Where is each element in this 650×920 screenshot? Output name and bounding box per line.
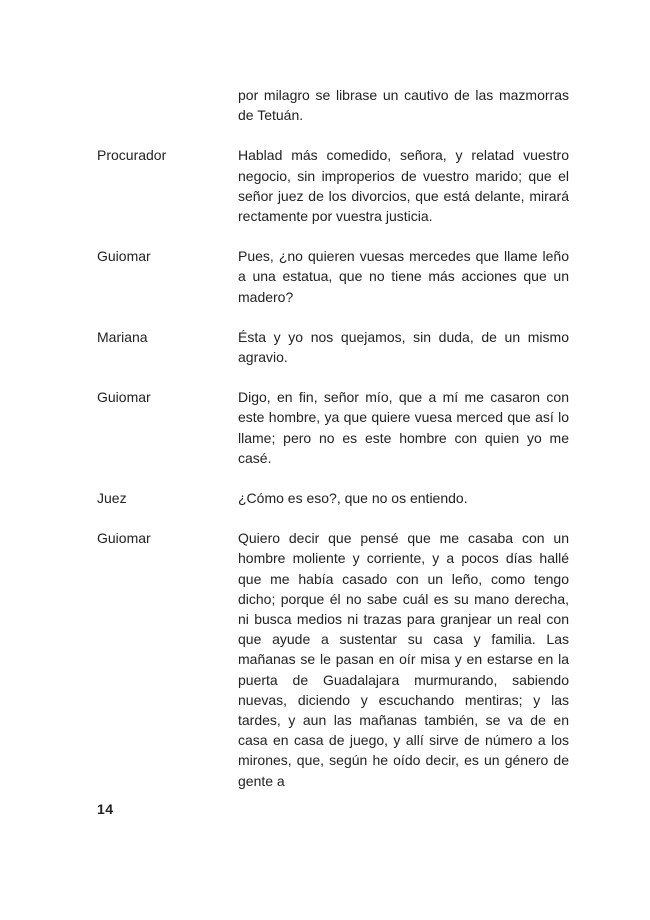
dialogue-entry: [97, 145, 569, 226]
speaker-name: Guiomar: [97, 248, 151, 265]
dialogue-entry: [97, 246, 569, 307]
page-number: 14: [97, 801, 114, 817]
speech-text: Pues, ¿no quieren vuesas mercedes que llame leño a una estatua, que no tiene más acciones que un madero?: [238, 248, 569, 305]
speaker-name: Guiomar: [97, 389, 151, 406]
speech-text: Digo, en fin, señor mío, que a mí me casaron con este hombre, ya que quiere vuesa merced que así lo llame; pero no es este hombre con quien yo me casé.: [238, 389, 569, 466]
speaker-name: Procurador: [97, 147, 167, 164]
speaker-name: Guiomar: [97, 530, 151, 547]
speaker-name: Juez: [97, 490, 127, 507]
dialogue-entry: [97, 85, 569, 125]
speech-text: ¿Cómo es eso?, que no os entiendo.: [238, 490, 468, 507]
speaker-name: [97, 85, 238, 125]
speech-text: por milagro se librase un cautivo de las mazmorras de Tetuán.: [238, 87, 569, 124]
dialogue-entry: [97, 488, 569, 508]
speech-text: Hablad más comedido, señora, y relatad vuestro negocio, sin improperios de vuestro marido; que el señor juez de los divorcios, que está delante, mirará rectamente por vuestra justicia.: [238, 147, 569, 225]
speech-text: Quiero decir que pensé que me casaba con un hombre moliente y corriente, y a pocos días hallé que me había casado con un leño, como tengo dicho; porque él no sabe cuál es su mano derecha, ni busca medios ni trazas para granjear un real con que ayude a sustentar su casa y familia. Las mañanas se le pasan en oír misa y en estarse en la puerta de Guadalajara murmurando, sabiendo nuevas, diciendo y escuchando mentiras; y las tardes, y aun las mañanas también, se va de en casa en casa de juego, y allí sirve de número a los mirones, que, según he oído decir, es un género de gente a: [238, 530, 569, 789]
speaker-name: Mariana: [97, 328, 148, 345]
dialogue-entry: [97, 327, 569, 367]
dialogue-entry: [97, 387, 569, 468]
dialogue-entry: [97, 528, 569, 791]
dialogue-block: [97, 85, 569, 811]
speech-text: Ésta y yo nos quejamos, sin duda, de un mismo agravio.: [238, 328, 569, 366]
